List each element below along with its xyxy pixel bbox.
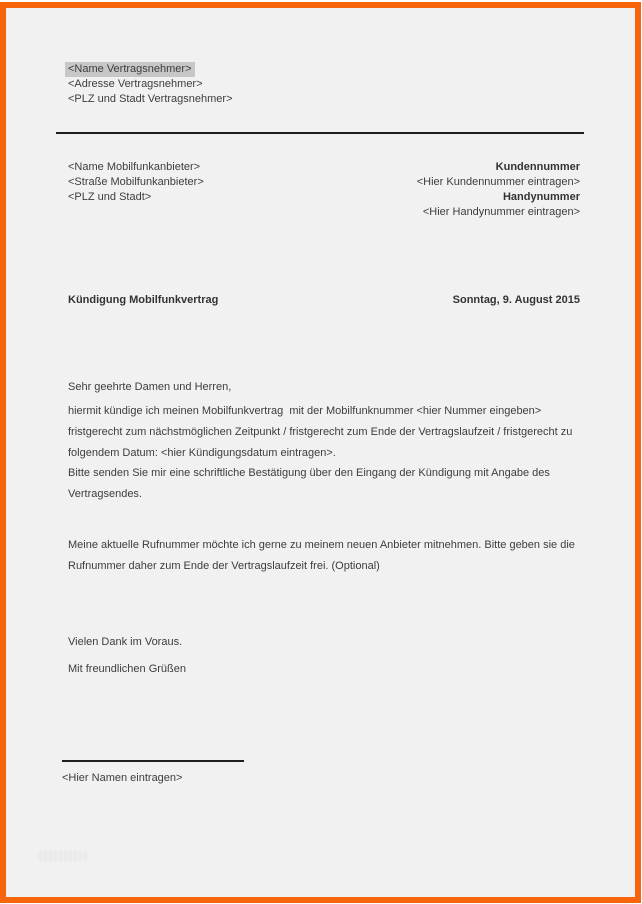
salutation: Sehr geehrte Damen und Herren,: [68, 381, 232, 393]
phone-number-label: Handynummer: [502, 191, 580, 203]
watermark: [39, 851, 87, 861]
letter-page: [0, 2, 641, 903]
paragraph-line: folgendem Datum: <hier Kündigungsdatum eintragen>.: [68, 447, 336, 459]
signature-name-placeholder: <Hier Namen eintragen>: [62, 772, 183, 784]
recipient-block: [68, 160, 204, 220]
recipient-city-line: <PLZ und Stadt>: [68, 191, 152, 203]
sender-name-highlight: <Name Vertragsnehmer>: [65, 62, 195, 77]
letter-date: Sonntag, 9. August 2015: [452, 294, 580, 306]
address-row: [68, 160, 580, 220]
paragraph-line: Vertragsendes.: [68, 488, 142, 500]
subject-row: [68, 294, 580, 306]
recipient-name-line: <Name Mobilfunkanbieter>: [68, 161, 201, 173]
paragraph-confirmation: [68, 463, 593, 505]
customer-number-label: Kundennummer: [495, 161, 580, 173]
divider-line: [56, 132, 584, 134]
paragraph-cancellation: [68, 401, 593, 464]
closing-line: Mit freundlichen Grüßen: [68, 663, 186, 675]
signature-line: [62, 760, 244, 762]
paragraph-line: Rufnummer daher zum Ende der Vertragslaufzeit frei. (Optional): [68, 560, 380, 572]
sender-address-line: <Adresse Vertragsnehmer>: [68, 78, 203, 90]
customer-number-value: <Hier Kundennummer eintragen>: [416, 176, 580, 188]
sender-block: [68, 62, 233, 107]
recipient-street-line: <Straße Mobilfunkanbieter>: [68, 176, 204, 188]
thanks-line: Vielen Dank im Voraus.: [68, 636, 183, 648]
paragraph-porting: [68, 535, 593, 577]
subject-line: Kündigung Mobilfunkvertrag: [68, 294, 219, 306]
phone-number-value: <Hier Handynummer eintragen>: [422, 206, 580, 218]
paragraph-line: Meine aktuelle Rufnummer möchte ich gerne zu meinem neuen Anbieter mitnehmen. Bitte geben sie die: [68, 539, 575, 551]
paragraph-line: fristgerecht zum nächstmöglichen Zeitpunkt / fristgerecht zum Ende der Vertragslaufzeit / fristgerecht zu: [68, 426, 573, 438]
reference-block: [417, 160, 580, 220]
sender-city-line: <PLZ und Stadt Vertragsnehmer>: [68, 93, 233, 105]
sender-name-line: [68, 62, 233, 77]
paragraph-line: Bitte senden Sie mir eine schriftliche Bestätigung über den Eingang der Kündigung mit Angabe des: [68, 467, 550, 479]
paragraph-line: hiermit kündige ich meinen Mobilfunkvertrag mit der Mobilfunknummer <hier Nummer eingeben>: [68, 405, 542, 417]
